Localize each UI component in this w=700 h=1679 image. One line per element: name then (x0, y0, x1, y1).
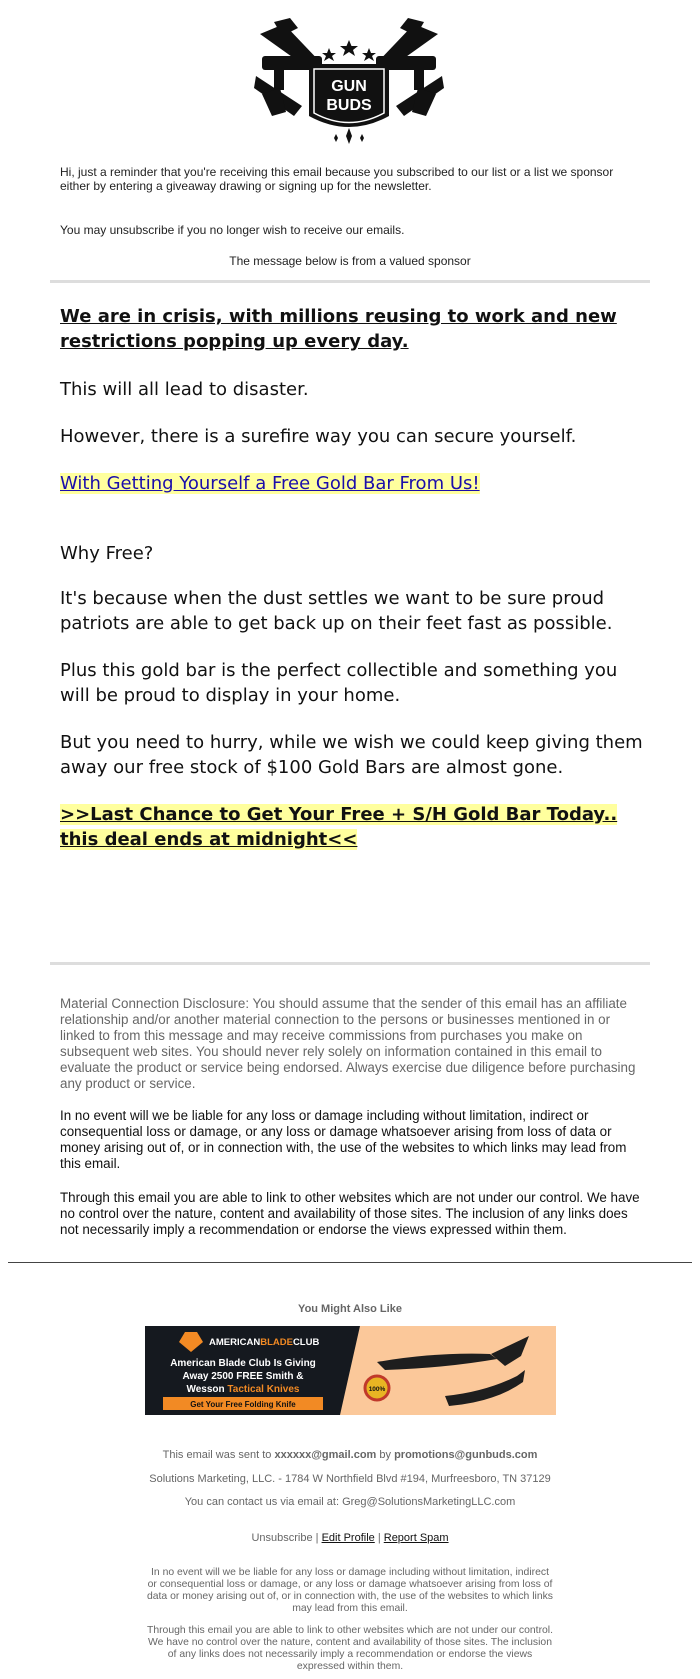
message-p1: This will all lead to disaster. (60, 379, 309, 400)
gun-buds-logo (254, 16, 444, 152)
divider-top (50, 280, 650, 283)
sender-email: promotions@gunbuds.com (394, 1449, 538, 1461)
footer-liability: In no event will we be liable for any loss or damage including without limitation, indirect or consequential loss or damage, or any loss or damage whatsoever arising from loss of data or money arising out of, or in connection with, the use of the websites to which links may lead from this email. (146, 1567, 554, 1614)
footer-divider (8, 1262, 692, 1263)
sender-address: Solutions Marketing, LLC. - 1784 W Northfield Blvd #194, Murfreesboro, TN 37129 (149, 1473, 551, 1485)
report-spam-link[interactable]: Report Spam (383, 1532, 449, 1544)
message-p4: It's because when the dust settles we want to be sure proud patriots are able to get back up on their feet fast as possible. (60, 588, 613, 634)
svg-text:American Blade Club Is Giving: American Blade Club Is Giving (170, 1358, 316, 1369)
recipient-email: xxxxxx@gmail.com (274, 1449, 377, 1461)
contact-line: You can contact us via email at: Greg@SolutionsMarketingLLC.com (184, 1496, 516, 1508)
svg-text:Wesson Tactical Knives: Wesson Tactical Knives (186, 1384, 300, 1395)
gold-bar-link[interactable]: With Getting Yourself a Free Gold Bar From Us! (60, 473, 480, 494)
message-p2: However, there is a surefire way you can secure yourself. (60, 426, 577, 447)
divider-bottom (50, 962, 650, 965)
svg-text:Get Your Free Folding Knife: Get Your Free Folding Knife (190, 1400, 296, 1409)
svg-text:100%: 100% (368, 1386, 386, 1393)
liability-disclaimer: In no event will we be liable for any loss or damage including without limitation, indirect or consequential loss or damage, or any loss or damage whatsoever arising from loss of data or money arising out of, or in connection with, the use of the websites to which links may lead from this email. (60, 1108, 627, 1171)
links-disclaimer: Through this email you are able to link to other websites which are not under our control. We have no control over the nature, content and availability of those sites. The inclusion of any links does not necessarily imply a recommendation or endorse the views expressed within them. (60, 1190, 640, 1237)
svg-text:AMERICANBLADECLUB: AMERICANBLADECLUB (209, 1337, 320, 1348)
svg-text:Away 2500 FREE Smith &: Away 2500 FREE Smith & (182, 1371, 304, 1382)
message-p6: But you need to hurry, while we wish we could keep giving them away our free stock of $100 Gold Bars are almost gone. (60, 732, 643, 778)
logo-text-gun: GUN (331, 78, 367, 95)
edit-profile-link[interactable]: Edit Profile (321, 1532, 375, 1544)
footer-links-disclaimer: Through this email you are able to link to other websites which are not under our control. We have no control over the nature, content and availability of those sites. The inclusion of any links does not necessarily imply a recommendation or endorse the views expressed within them. (146, 1625, 554, 1672)
message-p3: Why Free? (60, 543, 154, 564)
unsubscribe-note: You may unsubscribe if you no longer wish to receive our emails. (60, 223, 405, 237)
message-p5: Plus this gold bar is the perfect collectible and something you will be proud to display in your home. (60, 660, 618, 706)
also-like-title: You Might Also Like (298, 1303, 402, 1315)
sponsor-label: The message below is from a valued sponsor (229, 254, 471, 268)
message-headline[interactable]: We are in crisis, with millions reusing to work and new restrictions popping up every day. (60, 306, 617, 352)
reminder-text: Hi, just a reminder that you're receiving this email because you subscribed to our list or a list we sponsor either by entering a giveaway drawing or signing up for the newsletter. (60, 165, 614, 193)
unsubscribe-link[interactable]: Unsubscribe (251, 1532, 313, 1544)
american-blade-club-ad[interactable] (145, 1326, 556, 1415)
material-disclosure: Material Connection Disclosure: You should assume that the sender of this email has an affiliate relationship and/or another material connection to the persons or businesses mentioned in or linked to from this message and may receive commissions from purchases you make on subsequent web sites. You should never rely solely on information contained in this email to evaluate the product or service being endorsed. Always exercise due diligence before purchasing any product or service. (60, 996, 636, 1091)
logo-text-buds: BUDS (326, 97, 372, 114)
footer-links: Unsubscribe | Edit Profile | Report Spam (251, 1532, 449, 1544)
sent-to-line: This email was sent to xxxxxx@gmail.com by promotions@gunbuds.com (162, 1449, 538, 1461)
cta-link[interactable]: >>Last Chance to Get Your Free + S/H Gold Bar Today.. this deal ends at midnight<< (60, 804, 618, 850)
